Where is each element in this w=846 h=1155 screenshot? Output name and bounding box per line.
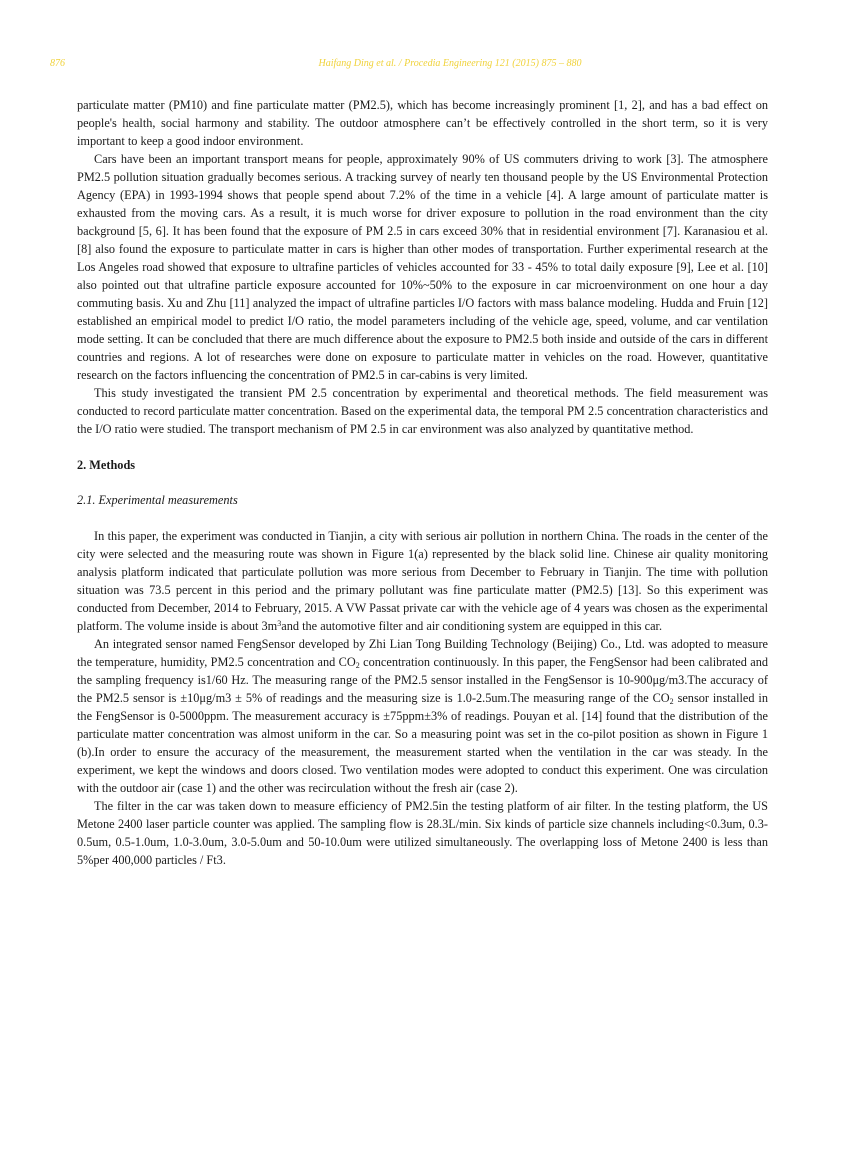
page-header (0, 58, 846, 74)
paragraph-experiment-setup: In this paper, the experiment was conducted in Tianjin, a city with serious air pollution in northern China. The roads in the center of the city were selected and the measuring route was shown in Figure 1(a) represented by the black solid line. Chinese air quality monitoring analysis platform indicated that particulate pollution was more serious from December to February in Tianjin. The time with pollution situation was 73.5 percent in this period and the primary pollutant was fine particulate matter (PM2.5) [13]. So this experiment was conducted from December, 2014 to February, 2015. A VW Passat private car with the vehicle age of 4 years was chosen as the experimental platform. The volume inside is about $3m^3and$ the automotive filter and air conditioning system are equipped in this car. (77, 529, 768, 633)
subsection-title-experimental: 2.1. Experimental measurements (77, 493, 238, 507)
paragraph-study-overview: This study investigated the transient PM 2.5 concentration by experimental and theoretical methods. The field measurement was conducted to record particulate matter concentration. Based on the experimental data, the temporal PM 2.5 concentration characteristics and the I/O ratio were studied. The transport mechanism of PM 2.5 in car environment was also analyzed by quantitative method. (77, 386, 768, 436)
paragraph-filter-testing: The filter in the car was taken down to measure efficiency of PM2.5in the testing platform of air filter. In the testing platform, the US Metone 2400 laser particle counter was applied. The sampling flow is 28.3L/min. Six kinds of particle size channels including<0.3um, 0.3-0.5um, 0.5-1.0um, 1.0-3.0um, 3.0-5.0um and 50-10.0um were utilized simultaneously. The overlapping loss of Metone 2400 is less than 5%per 400,000 particles / Ft3. (77, 799, 768, 867)
paragraph-intro-continued: particulate matter (PM10) and fine particulate matter (PM2.5), which has become increasingly prominent [1, 2], and has a bad effect on people's health, social harmony and stability. The outdoor atmosphere can’t be effectively controlled in the short term, so it is very important to keep a good indoor environment. (77, 98, 768, 148)
section-title-methods: 2. Methods (77, 458, 136, 472)
article-body (77, 96, 768, 869)
running-head: Haifang Ding et al. / Procedia Engineering 121 (2015) 875 – 880 (318, 58, 582, 69)
paragraph-cars-exposure: Cars have been an important transport means for people, approximately 90% of US commuters driving to work [3]. The atmosphere PM2.5 pollution situation gradually becomes serious. A tracking survey of nearly ten thousand people by the US Environmental Protection Agency (EPA) in 1993-1994 shows that people spend about 7.2% of the time in a vehicle [4]. A large amount of particulate matter is exhausted from the moving cars. As a result, it is much worse for driver exposure to pollution in the road environment than the city background [5, 6]. It has been found that the exposure of PM 2.5 in cars exceed 30% that in residential environment [7]. Karanasiou et al. [8] also found the exposure to particulate matter in cars is higher than other modes of transportation. Further experimental research at the Los Angeles road showed that exposure to ultrafine particles of vehicles accounted for 33 - 45% to total daily exposure [9], Lee et al. [10] also pointed out that ultrafine particle exposure accounted for 10%~50% to the exposure in car microenvironment on one hour a day commuting basis. Xu and Zhu [11] analyzed the impact of ultrafine particles I/O factors with mass balance modeling. Hudda and Fruin [12] established an empirical model to predict I/O ratio, the model parameters including of the vehicle age, speed, volume, and car ventilation mode setting. It can be concluded that there are much difference about the exposure to PM2.5 both inside and outside of the cars in different countries and regions. A lot of researches were done on exposure to particulate matter in vehicles on the road. However, quantitative research on the factors influencing the concentration of PM2.5 in car-cabins is very limited. (77, 152, 768, 382)
paragraph-sensor: An integrated sensor named FengSensor developed by Zhi Lian Tong Building Technology (Beijing) Co., Ltd. was adopted to measure the temperature, humidity, PM2.5 concentration and $CO_2$ concentration continuously. In this paper, the FengSensor had been calibrated and the sampling frequency is1/60 Hz. The measuring range of the PM2.5 sensor installed in the FengSensor is 10-900μg/m3.The accuracy of the PM2.5 sensor is ±10μg/m3 ± 5% of readings and the measuring size is 1.0-2.5um.The measuring range of the $CO_2$ sensor installed in the FengSensor is 0-5000ppm. The measurement accuracy is ±75ppm±3% of readings. Pouyan et al. [14] found that the distribution of the particulate matter concentration was almost uniform in the car. So a measuring point was set in the co-pilot position as shown in Figure 1 (b).In order to ensure the accuracy of the measurement, the measurement started when the ventilation in the car was steady. In the experiment, we kept the windows and doors closed. Two ventilation modes were adopted to conduct this experiment. One was circulation with the outdoor air (case 1) and the other was recirculation without the fresh air (case 2). (77, 637, 769, 795)
page-number: 876 (50, 58, 65, 69)
